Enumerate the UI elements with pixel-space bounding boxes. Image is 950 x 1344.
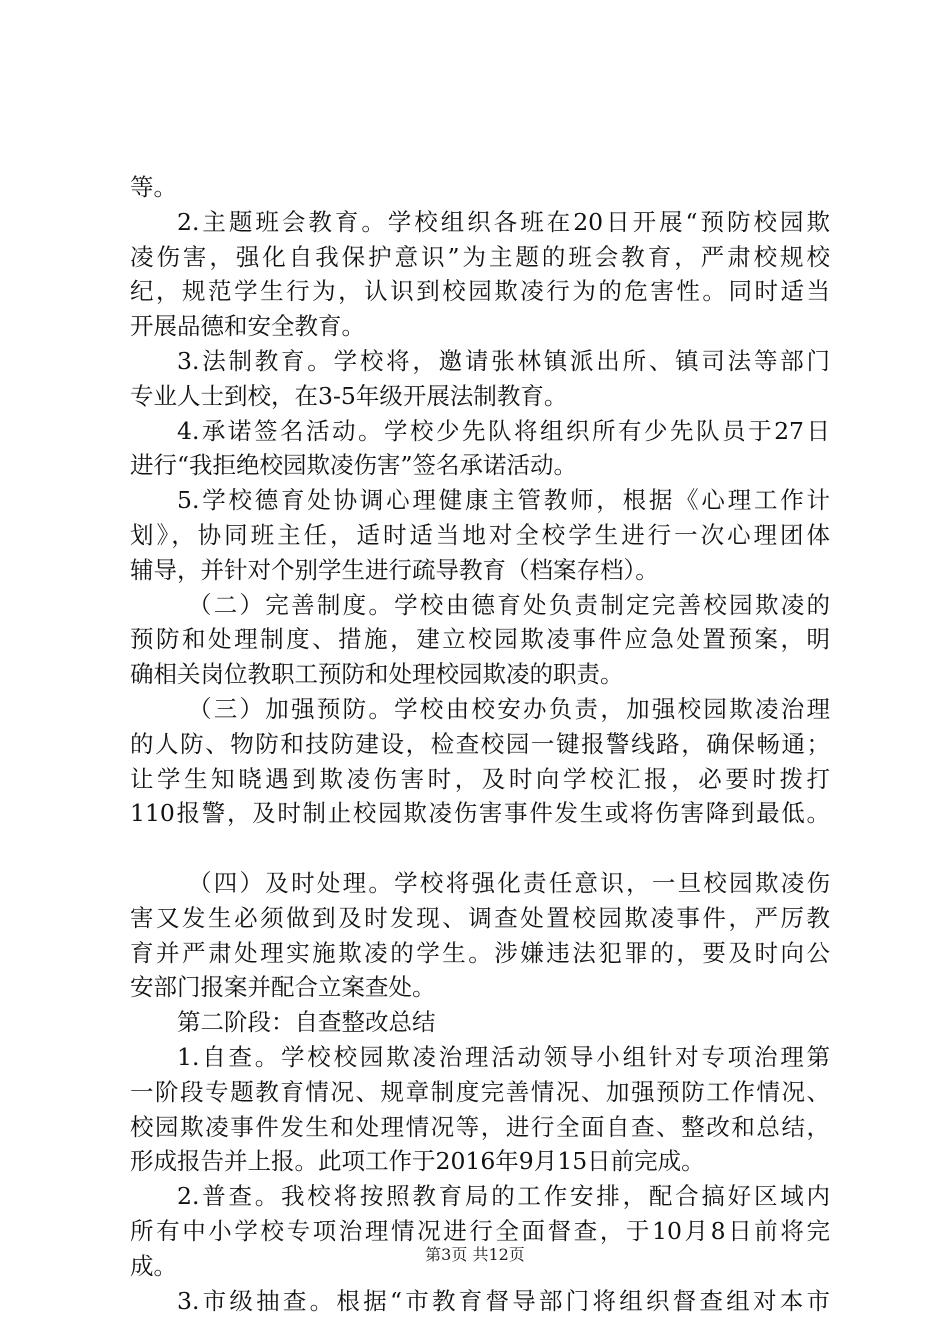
page-footer: 第3页 共12页: [425, 1245, 525, 1264]
paragraph-gap: [130, 831, 830, 866]
text-line: 110报警，及时制止校园欺凌伤害事件发生或将伤害降到最低。: [130, 799, 830, 828]
text-line: 3.市级抽查。根据“市教育督导部门将组织督查组对本市: [177, 1286, 830, 1315]
text-line: 害又发生必须做到及时发现、调查处置校园欺凌事件，严厉教: [130, 903, 830, 932]
text-line: 1.自查。学校校园欺凌治理活动领导小组针对专项治理第: [177, 1042, 830, 1071]
text-line: 形成报告并上报。此项工作于2016年9月15日前完成。: [130, 1147, 705, 1176]
text-line: 辅导，并针对个别学生进行疏导教育（档案存档）。: [130, 555, 659, 584]
text-line: 凌伤害，强化自我保护意识”为主题的班会教育，严肃校规校: [130, 242, 830, 271]
text-line: 校园欺凌事件发生和处理情况等，进行全面自查、整改和总结，: [130, 1112, 830, 1141]
text-line: 安部门报案并配合立案查处。: [130, 973, 436, 1002]
text-line: 纪，规范学生行为，认识到校园欺凌行为的危害性。同时适当: [130, 277, 830, 306]
text-line: （四）及时处理。学校将强化责任意识，一旦校园欺凌伤: [188, 868, 830, 897]
text-line: 确相关岗位教职工预防和处理校园欺凌的职责。: [130, 660, 624, 689]
text-line: 进行“我拒绝校园欺凌伤害”签名承诺活动。: [130, 451, 578, 480]
text-line: 3.法制教育。学校将，邀请张林镇派出所、镇司法等部门: [177, 346, 830, 375]
text-line: 的人防、物防和技防建设，检查校园一键报警线路，确保畅通；: [130, 729, 830, 758]
text-line: 2.普查。我校将按照教育局的工作安排，配合搞好区域内: [177, 1182, 830, 1211]
text-line: 一阶段专题教育情况、规章制度完善情况、加强预防工作情况、: [130, 1077, 830, 1106]
text-line: （二）完善制度。学校由德育处负责制定完善校园欺凌的: [188, 590, 830, 619]
text-line: 所有中小学校专项治理情况进行全面督查，于10月8日前将完: [130, 1216, 830, 1245]
text-line: 预防和处理制度、措施，建立校园欺凌事件应急处置预案，明: [130, 625, 830, 654]
text-line: 开展品德和安全教育。: [130, 312, 365, 341]
text-line: 2.主题班会教育。学校组织各班在20日开展“预防校园欺: [177, 207, 830, 236]
text-line: 让学生知晓遇到欺凌伤害时，及时向学校汇报，必要时拨打: [130, 764, 830, 793]
text-line: （三）加强预防。学校由校安办负责，加强校园欺凌治理: [188, 694, 830, 723]
text-line: 育并严肃处理实施欺凌的学生。涉嫌违法犯罪的，要及时向公: [130, 938, 830, 967]
text-line: 划》，协同班主任，适时适当地对全校学生进行一次心理团体: [130, 520, 830, 549]
text-line: 等。: [130, 173, 177, 201]
text-line: 专业人士到校，在3-5年级开展法制教育。: [130, 381, 568, 410]
section-heading: 第二阶段：自查整改总结: [177, 1008, 436, 1037]
text-line: 4.承诺签名活动。学校少先队将组织所有少先队员于27日: [177, 416, 830, 445]
text-line: 5.学校德育处协调心理健康主管教师，根据《心理工作计: [177, 486, 830, 515]
text-line: 成。: [130, 1251, 177, 1280]
body-text: [130, 170, 830, 1318]
